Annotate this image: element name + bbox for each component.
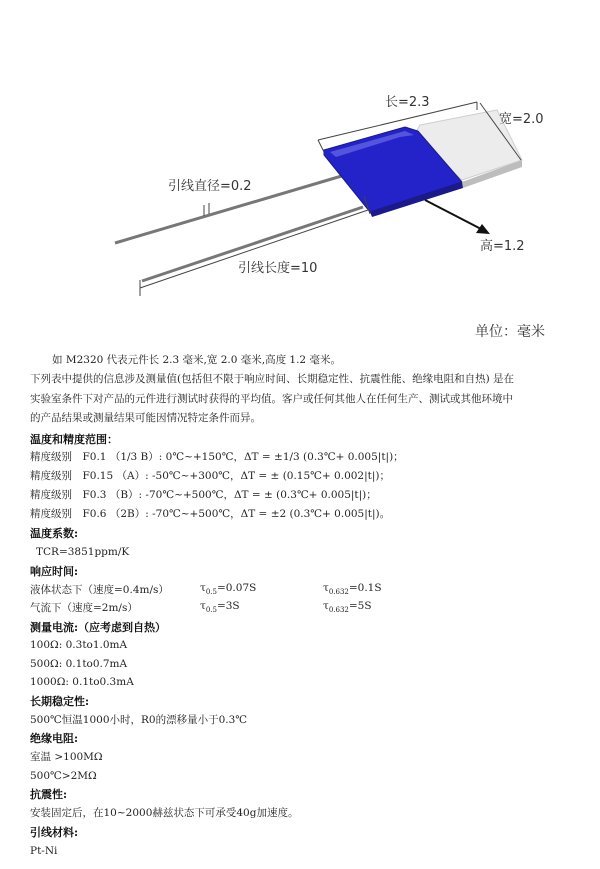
section-heading-stability: 长期稳定性: — [30, 695, 90, 708]
insulation-row: 室温 >100MΩ — [30, 751, 103, 763]
height-label: 高=1.2 — [480, 239, 525, 254]
unit-label: 单位：毫米 — [475, 324, 545, 340]
accuracy-row: 精度级别 F0.15 （A）: -50℃~+300℃，ΔT = ± (0.15℃+ 0.002|t|)； — [30, 470, 390, 482]
response-t0632-air: $\tau_{0.632}=5S$ — [323, 600, 372, 615]
response-condition-liquid: 液体状态下（速度=0.4m/s） — [30, 584, 169, 596]
current-row: 1000Ω: 0.1to0.3mA — [30, 676, 134, 688]
section-heading-temp-coeff: 温度系数: — [30, 527, 79, 540]
intro-line-2: 下列表中提供的信息涉及测量值(包括但不限于响应时间、长期稳定性、抗震性能、绝缘电阻和自热) 是在 — [30, 373, 515, 385]
height-dim-line — [425, 200, 483, 230]
section-heading-lead-material: 引线材料: — [30, 826, 79, 839]
vibration-value: 安装固定后，在10~2000赫兹状态下可承受40g加速度。 — [30, 807, 299, 819]
accuracy-row: 精度级别 F0.1 （1/3 B）: 0℃~+150℃，ΔT = ±1/3 (0.3℃+ 0.005|t|)； — [30, 451, 404, 463]
section-heading-current: 测量电流:（应考虑到自热） — [30, 621, 167, 634]
lead-material-value: Pt-Ni — [30, 845, 58, 857]
response-t05-air: $\tau_{0.5}=3S$ — [200, 600, 240, 615]
section-heading-response: 响应时间: — [30, 565, 79, 578]
accuracy-row: 精度级别 F0.3 （B）: -70℃~+500℃，ΔT = ± (0.3℃+ 0.005|t|)； — [30, 489, 377, 501]
sensor-dimension-diagram — [0, 0, 600, 345]
intro-line-1: 如 M2320 代表元件长 2.3 毫米,宽 2.0 毫米,高度 1.2 毫米。 — [52, 354, 341, 366]
current-row: 100Ω: 0.3to1.0mA — [30, 639, 128, 651]
intro-line-3: 实验室条件下对产品的元件进行测试时获得的平均值。客户或任何其他人在任何生产、测试或其他环境中 — [30, 393, 513, 405]
accuracy-row: 精度级别 F0.6 （2B）: -70℃~+500℃，ΔT = ±2 (0.3℃+ 0.005|t|)。 — [30, 508, 391, 520]
section-heading-insulation: 绝缘电阻: — [30, 732, 79, 745]
intro-line-4: 的产品结果或测量结果可能因情况特定条件而异。 — [30, 412, 261, 424]
current-row: 500Ω: 0.1to0.7mA — [30, 658, 128, 670]
section-heading-vibration: 抗震性: — [30, 788, 68, 801]
lead-length-label: 引线长度=10 — [238, 261, 318, 276]
lead-length-dim-line — [140, 210, 368, 288]
response-t05-liquid: $\tau_{0.5}=0.07S$ — [200, 582, 257, 597]
insulation-row: 500℃>2MΩ — [30, 770, 97, 782]
width-label: 宽=2.0 — [499, 112, 544, 127]
lead-diameter-label: 引线直径=0.2 — [168, 179, 252, 194]
tcr-value: TCR=3851ppm/K — [36, 546, 130, 558]
response-condition-air: 气流下（速度=2m/s） — [30, 602, 138, 614]
stability-value: 500℃恒温1000小时，R0的漂移量小于0.3℃ — [30, 714, 248, 726]
section-heading-temp-accuracy: 温度和精度范围： — [30, 433, 118, 446]
height-arrow-head — [476, 224, 490, 234]
response-t0632-liquid: $\tau_{0.632}=0.1S$ — [323, 582, 382, 597]
length-label: 长=2.3 — [385, 95, 430, 110]
